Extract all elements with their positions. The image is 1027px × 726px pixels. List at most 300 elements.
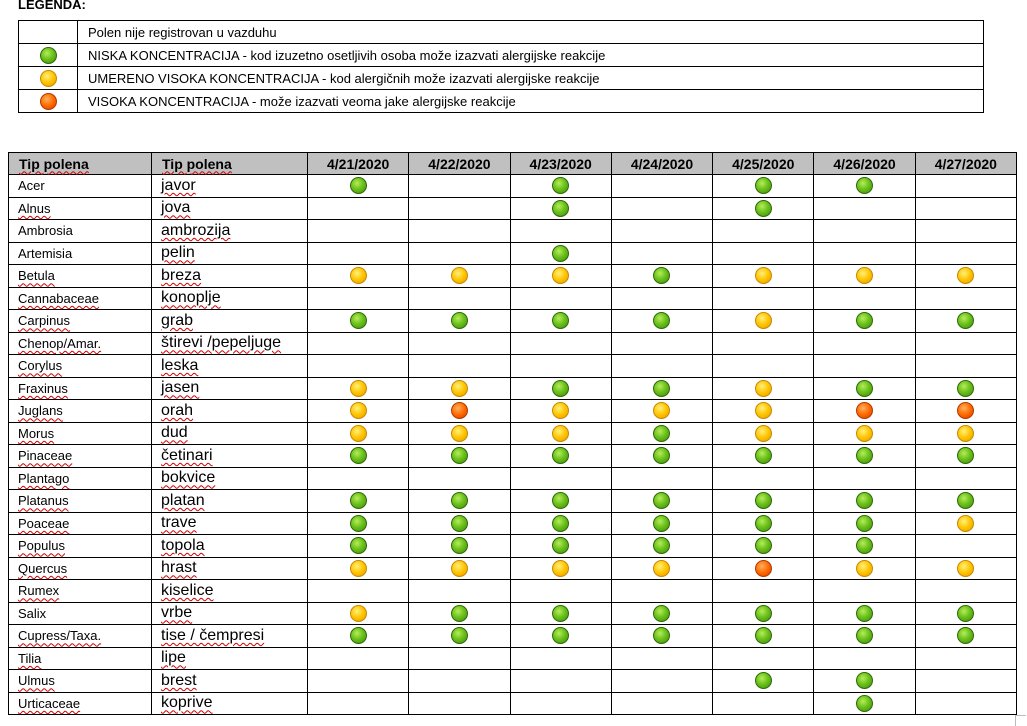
red-circle-icon xyxy=(40,93,57,110)
table-row xyxy=(9,535,1017,558)
yellow-concentration-icon xyxy=(957,560,974,577)
concentration-cell xyxy=(713,557,814,580)
local-name: trave xyxy=(161,514,197,532)
table-row xyxy=(9,512,1017,535)
concentration-cell xyxy=(814,400,915,423)
header-label: 4/24/2020 xyxy=(630,155,694,172)
concentration-cell xyxy=(308,377,409,400)
yellow-concentration-icon xyxy=(552,402,569,419)
local-name-cell xyxy=(152,602,308,625)
green-concentration-icon xyxy=(755,200,772,217)
local-name: kiselice xyxy=(161,581,214,599)
concentration-cell xyxy=(409,310,510,333)
yellow-concentration-icon xyxy=(957,267,974,284)
concentration-cell xyxy=(713,175,814,198)
concentration-cell xyxy=(308,625,409,648)
local-name: javor xyxy=(161,176,196,194)
green-concentration-icon xyxy=(451,627,468,644)
local-name: konoplje xyxy=(161,289,221,307)
legend-row xyxy=(19,44,984,67)
concentration-cell xyxy=(814,625,915,648)
yellow-concentration-icon xyxy=(350,267,367,284)
green-concentration-icon xyxy=(653,267,670,284)
red-concentration-icon xyxy=(755,560,772,577)
concentration-cell xyxy=(611,400,712,423)
concentration-cell xyxy=(814,220,915,243)
concentration-cell xyxy=(409,535,510,558)
concentration-cell xyxy=(814,512,915,535)
table-row xyxy=(9,580,1017,603)
table-row xyxy=(9,220,1017,243)
local-name-cell xyxy=(152,377,308,400)
header-label: 4/22/2020 xyxy=(428,155,491,172)
yellow-circle-icon xyxy=(40,70,57,87)
local-name-cell xyxy=(152,175,308,198)
concentration-cell xyxy=(915,602,1016,625)
header-label: 4/21/2020 xyxy=(326,155,390,172)
yellow-concentration-icon xyxy=(755,425,772,442)
table-row xyxy=(9,422,1017,445)
green-concentration-icon xyxy=(552,537,569,554)
yellow-concentration-icon xyxy=(957,425,974,442)
green-concentration-icon xyxy=(856,177,873,194)
green-concentration-icon xyxy=(957,447,974,464)
yellow-concentration-icon xyxy=(350,380,367,397)
yellow-concentration-icon xyxy=(755,267,772,284)
concentration-cell xyxy=(915,175,1016,198)
yellow-concentration-icon xyxy=(552,425,569,442)
yellow-concentration-icon xyxy=(755,312,772,329)
concentration-cell xyxy=(915,445,1016,468)
concentration-cell xyxy=(308,400,409,423)
green-concentration-icon xyxy=(451,312,468,329)
local-name: brest xyxy=(161,671,197,689)
concentration-cell xyxy=(409,400,510,423)
concentration-cell xyxy=(308,692,409,715)
green-concentration-icon xyxy=(755,447,772,464)
concentration-cell xyxy=(915,400,1016,423)
table-row xyxy=(9,602,1017,625)
concentration-cell xyxy=(510,422,611,445)
concentration-cell xyxy=(308,557,409,580)
latin-name-cell xyxy=(9,625,152,648)
concentration-cell xyxy=(611,445,712,468)
table-row xyxy=(9,625,1017,648)
local-name-cell xyxy=(152,580,308,603)
concentration-cell xyxy=(510,535,611,558)
concentration-cell xyxy=(713,400,814,423)
concentration-cell xyxy=(915,422,1016,445)
concentration-cell xyxy=(409,490,510,513)
green-concentration-icon xyxy=(856,380,873,397)
local-name: četinari xyxy=(161,446,213,464)
concentration-cell xyxy=(915,692,1016,715)
local-name-cell xyxy=(152,355,308,378)
legend-text: Polen nije registrovan u vazduhu xyxy=(78,21,984,44)
green-concentration-icon xyxy=(957,627,974,644)
local-name: bokvice xyxy=(161,469,216,487)
yellow-concentration-icon xyxy=(856,267,873,284)
latin-name: Corylus xyxy=(18,358,63,374)
green-concentration-icon xyxy=(755,605,772,622)
concentration-cell xyxy=(308,220,409,243)
concentration-cell xyxy=(915,287,1016,310)
concentration-cell xyxy=(308,512,409,535)
local-name: grab xyxy=(161,311,194,329)
concentration-cell xyxy=(510,355,611,378)
latin-name: Populus xyxy=(18,538,65,554)
concentration-cell xyxy=(713,265,814,288)
latin-name: Platanus xyxy=(18,493,69,509)
latin-name: Ambrosia xyxy=(18,223,73,239)
legend-icon-cell xyxy=(19,67,78,90)
green-concentration-icon xyxy=(552,177,569,194)
concentration-cell xyxy=(713,580,814,603)
concentration-cell xyxy=(915,377,1016,400)
green-concentration-icon xyxy=(653,425,670,442)
table-row xyxy=(9,377,1017,400)
column-header-date xyxy=(308,153,409,175)
concentration-cell xyxy=(713,355,814,378)
concentration-cell xyxy=(510,332,611,355)
concentration-cell xyxy=(713,377,814,400)
concentration-cell xyxy=(510,647,611,670)
concentration-cell xyxy=(308,422,409,445)
table-row xyxy=(9,490,1017,513)
latin-name: Plantago xyxy=(18,470,70,486)
header-label: 4/26/2020 xyxy=(833,155,896,172)
yellow-concentration-icon xyxy=(552,267,569,284)
concentration-cell xyxy=(308,445,409,468)
concentration-cell xyxy=(409,422,510,445)
green-concentration-icon xyxy=(350,627,367,644)
local-name-cell xyxy=(152,670,308,693)
green-concentration-icon xyxy=(653,447,670,464)
green-concentration-icon xyxy=(856,447,873,464)
concentration-cell xyxy=(308,535,409,558)
yellow-concentration-icon xyxy=(856,425,873,442)
green-concentration-icon xyxy=(957,380,974,397)
green-concentration-icon xyxy=(451,605,468,622)
concentration-cell xyxy=(611,355,712,378)
latin-name-cell xyxy=(9,445,152,468)
concentration-cell xyxy=(713,197,814,220)
latin-name-cell xyxy=(9,602,152,625)
concentration-cell xyxy=(915,670,1016,693)
latin-name: Rumex xyxy=(18,583,60,599)
green-concentration-icon xyxy=(653,492,670,509)
legend-row xyxy=(19,90,984,113)
local-name-cell xyxy=(152,332,308,355)
table-row xyxy=(9,445,1017,468)
column-header-pollen-type xyxy=(152,153,308,175)
green-concentration-icon xyxy=(552,447,569,464)
green-concentration-icon xyxy=(653,380,670,397)
concentration-cell xyxy=(308,242,409,265)
green-concentration-icon xyxy=(957,492,974,509)
table-row xyxy=(9,287,1017,310)
concentration-cell xyxy=(308,197,409,220)
latin-name-cell xyxy=(9,377,152,400)
green-concentration-icon xyxy=(552,312,569,329)
local-name: vrbe xyxy=(161,604,193,622)
concentration-cell xyxy=(510,220,611,243)
concentration-cell xyxy=(409,602,510,625)
concentration-cell xyxy=(713,445,814,468)
yellow-concentration-icon xyxy=(653,560,670,577)
concentration-cell xyxy=(409,625,510,648)
concentration-cell xyxy=(611,265,712,288)
green-circle-icon xyxy=(40,47,57,64)
green-concentration-icon xyxy=(755,492,772,509)
concentration-cell xyxy=(611,580,712,603)
latin-name-cell xyxy=(9,220,152,243)
legend-text: UMERENO VISOKA KONCENTRACIJA - kod alergičnih može izazvati alergijske reakcije xyxy=(78,67,984,90)
green-concentration-icon xyxy=(451,515,468,532)
concentration-cell xyxy=(915,220,1016,243)
header-label: 4/27/2020 xyxy=(934,155,997,172)
concentration-cell xyxy=(308,490,409,513)
legend-icon-cell xyxy=(19,21,78,44)
green-concentration-icon xyxy=(755,177,772,194)
concentration-cell xyxy=(409,445,510,468)
table-row xyxy=(9,355,1017,378)
concentration-cell xyxy=(611,557,712,580)
concentration-cell xyxy=(510,197,611,220)
concentration-cell xyxy=(814,670,915,693)
latin-name-cell xyxy=(9,557,152,580)
green-concentration-icon xyxy=(856,312,873,329)
latin-name-cell xyxy=(9,580,152,603)
concentration-cell xyxy=(409,220,510,243)
local-name: hrast xyxy=(161,559,197,577)
concentration-cell xyxy=(308,602,409,625)
concentration-cell xyxy=(611,490,712,513)
concentration-cell xyxy=(713,512,814,535)
green-concentration-icon xyxy=(856,672,873,689)
concentration-cell xyxy=(611,602,712,625)
concentration-cell xyxy=(510,512,611,535)
latin-name-cell xyxy=(9,197,152,220)
concentration-cell xyxy=(308,310,409,333)
latin-name-cell xyxy=(9,310,152,333)
green-concentration-icon xyxy=(856,695,873,712)
yellow-concentration-icon xyxy=(451,380,468,397)
concentration-cell xyxy=(713,467,814,490)
legend-icon-cell xyxy=(19,90,78,113)
concentration-cell xyxy=(915,332,1016,355)
local-name: breza xyxy=(161,266,202,284)
concentration-cell xyxy=(814,490,915,513)
concentration-cell xyxy=(409,175,510,198)
concentration-cell xyxy=(409,512,510,535)
concentration-cell xyxy=(510,377,611,400)
local-name: lipe xyxy=(161,649,186,667)
local-name-cell xyxy=(152,535,308,558)
concentration-cell xyxy=(814,287,915,310)
local-name: koprive xyxy=(161,694,213,712)
latin-name: Poaceae xyxy=(18,515,70,531)
yellow-concentration-icon xyxy=(350,605,367,622)
red-concentration-icon xyxy=(451,402,468,419)
concentration-cell xyxy=(409,355,510,378)
concentration-cell xyxy=(814,467,915,490)
table-row xyxy=(9,332,1017,355)
latin-name-cell xyxy=(9,400,152,423)
green-concentration-icon xyxy=(451,537,468,554)
concentration-cell xyxy=(814,377,915,400)
latin-name: Acer xyxy=(18,178,45,194)
green-concentration-icon xyxy=(350,515,367,532)
green-concentration-icon xyxy=(552,245,569,262)
concentration-cell xyxy=(915,310,1016,333)
latin-name: Morus xyxy=(18,425,55,441)
local-name-cell xyxy=(152,557,308,580)
concentration-cell xyxy=(915,242,1016,265)
latin-name: Fraxinus xyxy=(18,380,68,396)
green-concentration-icon xyxy=(653,312,670,329)
concentration-cell xyxy=(510,625,611,648)
green-concentration-icon xyxy=(451,447,468,464)
yellow-concentration-icon xyxy=(552,560,569,577)
latin-name: Salix xyxy=(18,605,47,621)
table-row xyxy=(9,670,1017,693)
green-concentration-icon xyxy=(653,605,670,622)
concentration-cell xyxy=(915,490,1016,513)
local-name: dud xyxy=(161,424,188,442)
concentration-cell xyxy=(409,332,510,355)
latin-name-cell xyxy=(9,422,152,445)
latin-name-cell xyxy=(9,490,152,513)
concentration-cell xyxy=(814,602,915,625)
latin-name-cell xyxy=(9,175,152,198)
concentration-cell xyxy=(409,692,510,715)
local-name: orah xyxy=(161,401,194,419)
concentration-cell xyxy=(510,557,611,580)
concentration-cell xyxy=(510,445,611,468)
local-name: topola xyxy=(161,536,205,554)
concentration-cell xyxy=(308,467,409,490)
concentration-cell xyxy=(308,287,409,310)
local-name-cell xyxy=(152,467,308,490)
green-concentration-icon xyxy=(755,672,772,689)
concentration-cell xyxy=(814,332,915,355)
header-label: Tip polena xyxy=(162,155,232,172)
concentration-cell xyxy=(713,625,814,648)
concentration-cell xyxy=(611,197,712,220)
concentration-cell xyxy=(611,692,712,715)
concentration-cell xyxy=(409,377,510,400)
concentration-cell xyxy=(409,197,510,220)
latin-name-cell xyxy=(9,467,152,490)
local-name-cell xyxy=(152,445,308,468)
column-header-date xyxy=(510,153,611,175)
yellow-concentration-icon xyxy=(451,267,468,284)
yellow-concentration-icon xyxy=(755,380,772,397)
legend-text: NISKA KONCENTRACIJA - kod izuzetno osetljivih osoba može izazvati alergijske reakcije xyxy=(78,44,984,67)
concentration-cell xyxy=(713,647,814,670)
green-concentration-icon xyxy=(653,537,670,554)
concentration-cell xyxy=(510,580,611,603)
concentration-cell xyxy=(409,287,510,310)
concentration-cell xyxy=(611,512,712,535)
concentration-cell xyxy=(611,647,712,670)
local-name: ambrozija xyxy=(161,221,231,239)
green-concentration-icon xyxy=(755,627,772,644)
latin-name-cell xyxy=(9,535,152,558)
latin-name: Quercus xyxy=(18,560,68,576)
concentration-cell xyxy=(611,310,712,333)
concentration-cell xyxy=(611,535,712,558)
legend-icon-cell xyxy=(19,44,78,67)
concentration-cell xyxy=(611,467,712,490)
table-row xyxy=(9,197,1017,220)
latin-name: Carpinus xyxy=(18,313,71,329)
local-name-cell xyxy=(152,242,308,265)
concentration-cell xyxy=(814,692,915,715)
concentration-cell xyxy=(308,332,409,355)
red-concentration-icon xyxy=(856,402,873,419)
concentration-cell xyxy=(409,647,510,670)
concentration-cell xyxy=(510,692,611,715)
concentration-cell xyxy=(308,265,409,288)
local-name-cell xyxy=(152,625,308,648)
local-name-cell xyxy=(152,220,308,243)
concentration-cell xyxy=(814,647,915,670)
concentration-cell xyxy=(510,175,611,198)
table-row xyxy=(9,400,1017,423)
yellow-concentration-icon xyxy=(350,402,367,419)
yellow-concentration-icon xyxy=(350,425,367,442)
local-name: tise / čempresi xyxy=(161,626,265,644)
local-name: jova xyxy=(161,199,191,217)
table-row xyxy=(9,467,1017,490)
green-concentration-icon xyxy=(653,627,670,644)
concentration-cell xyxy=(713,602,814,625)
concentration-cell xyxy=(611,625,712,648)
local-name-cell xyxy=(152,647,308,670)
green-concentration-icon xyxy=(957,605,974,622)
concentration-cell xyxy=(308,670,409,693)
latin-name-cell xyxy=(9,242,152,265)
yellow-concentration-icon xyxy=(350,560,367,577)
local-name-cell xyxy=(152,512,308,535)
legend-row xyxy=(19,21,984,44)
concentration-cell xyxy=(713,422,814,445)
concentration-cell xyxy=(814,310,915,333)
column-header-date xyxy=(713,153,814,175)
table-row xyxy=(9,692,1017,715)
latin-name-cell xyxy=(9,265,152,288)
table-header-row xyxy=(9,153,1017,175)
column-header-date xyxy=(409,153,510,175)
latin-name: Ulmus xyxy=(18,673,55,689)
latin-name-cell xyxy=(9,287,152,310)
concentration-cell xyxy=(510,287,611,310)
concentration-cell xyxy=(915,580,1016,603)
table-row xyxy=(9,242,1017,265)
concentration-cell xyxy=(308,580,409,603)
concentration-cell xyxy=(409,580,510,603)
concentration-cell xyxy=(510,467,611,490)
concentration-cell xyxy=(409,557,510,580)
green-concentration-icon xyxy=(350,537,367,554)
table-row xyxy=(9,557,1017,580)
concentration-cell xyxy=(611,175,712,198)
legend-text: VISOKA KONCENTRACIJA - može izazvati veoma jake alergijske reakcije xyxy=(78,90,984,113)
local-name-cell xyxy=(152,310,308,333)
header-label: Tip polena xyxy=(19,155,89,172)
